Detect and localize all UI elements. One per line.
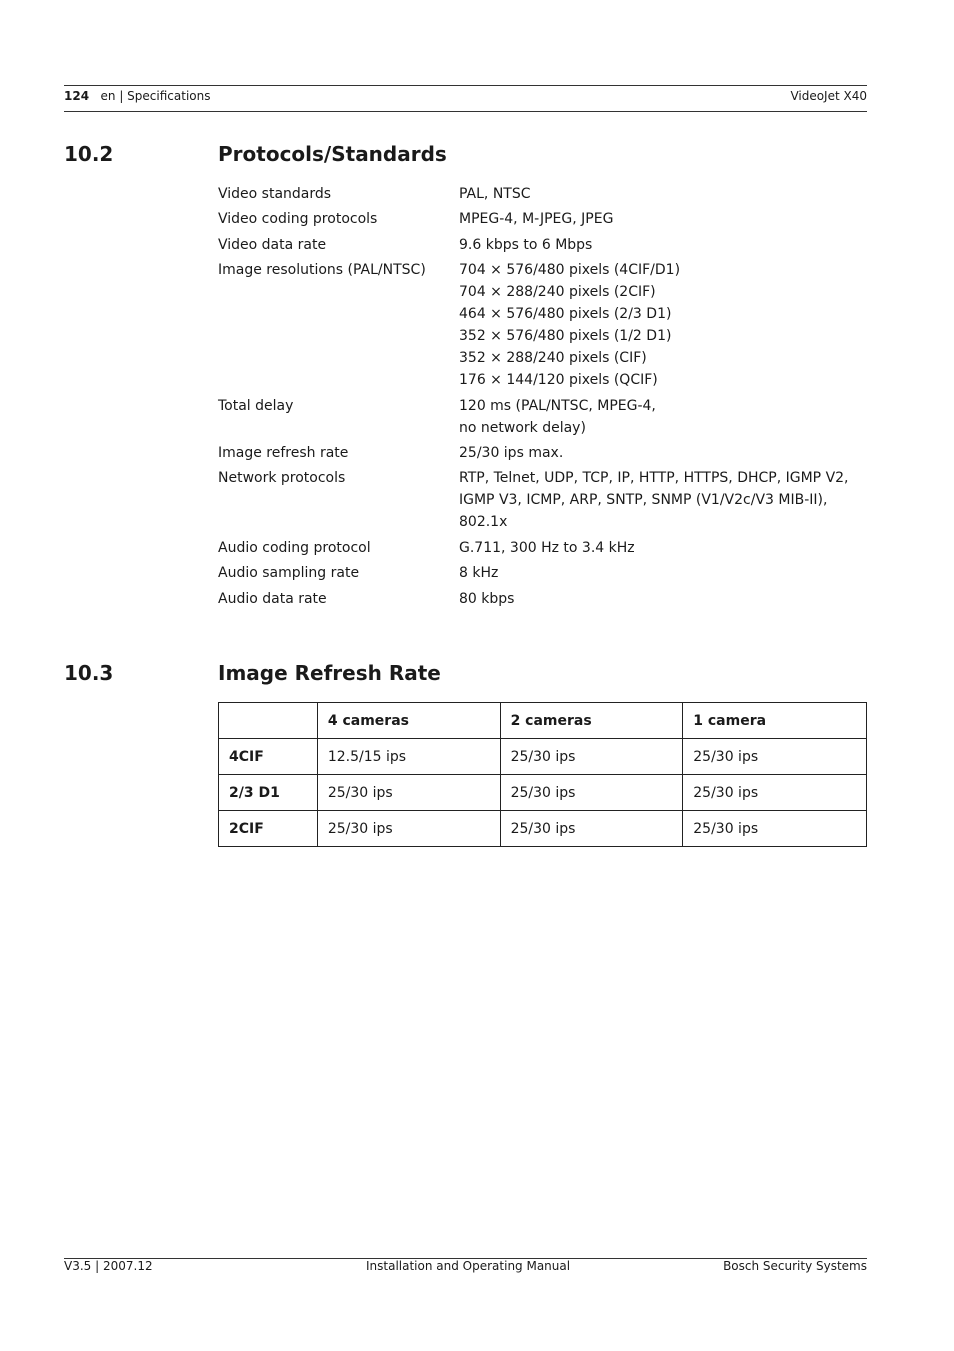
spec-value-line: PAL, NTSC <box>459 186 531 202</box>
spec-value <box>459 234 867 256</box>
table-header-row <box>219 703 867 739</box>
spec-label: Image resolutions (PAL/NTSC) <box>218 262 426 279</box>
spec-row <box>218 467 867 533</box>
row-header: 2/3 D1 <box>219 775 318 811</box>
row-header: 2CIF <box>219 811 318 847</box>
table-cell: 25/30 ips <box>683 811 867 847</box>
spec-label: Video data rate <box>218 236 327 253</box>
spec-value-line: 80 kbps <box>459 590 515 607</box>
table-cell: 25/30 ips <box>317 775 500 811</box>
column-header: 4 cameras <box>317 703 500 739</box>
section-number-protocols: 10.2 <box>64 142 114 166</box>
spec-row <box>218 395 867 439</box>
spec-value-line: 802.1x <box>459 514 508 531</box>
spec-value <box>459 537 867 559</box>
section-number-refresh: 10.3 <box>64 661 114 685</box>
table-cell: 12.5/15 ips <box>317 739 500 775</box>
spec-row <box>218 588 867 610</box>
row-header: 4CIF <box>219 739 318 775</box>
spec-value <box>459 208 867 230</box>
spec-value <box>459 562 867 584</box>
spec-list <box>218 183 867 613</box>
spec-value-line: 704 × 576/480 pixels (4CIF/D1) <box>459 262 681 279</box>
spec-value <box>459 183 867 205</box>
spec-row <box>218 442 867 464</box>
table-cell: 25/30 ips <box>317 811 500 847</box>
spec-value <box>459 395 867 439</box>
section-title-protocols: Protocols/Standards <box>218 142 447 166</box>
product-name: VideoJet X40 <box>790 89 867 103</box>
spec-value-line: 352 × 576/480 pixels (1/2 D1) <box>459 328 672 345</box>
table-cell: 25/30 ips <box>500 775 683 811</box>
table-cell: 25/30 ips <box>500 739 683 775</box>
spec-row <box>218 183 867 205</box>
footer-version: V3.5 | 2007.12 <box>64 1259 153 1273</box>
spec-value <box>459 467 867 533</box>
table-cell: 25/30 ips <box>500 811 683 847</box>
spec-value <box>459 588 867 610</box>
spec-row <box>218 259 867 391</box>
spec-value-line: 8 kHz <box>459 565 499 582</box>
table-cell: 25/30 ips <box>683 739 867 775</box>
table-cell: 25/30 ips <box>683 775 867 811</box>
spec-label: Total delay <box>218 397 294 414</box>
spec-value-line: 25/30 ips max. <box>459 444 564 461</box>
table-row <box>219 775 867 811</box>
spec-label: Video standards <box>218 186 332 202</box>
spec-value-line: 120 ms (PAL/NTSC, MPEG-4, <box>459 397 656 414</box>
spec-value-line: 352 × 288/240 pixels (CIF) <box>459 350 647 367</box>
spec-row <box>218 208 867 230</box>
page-number: 124 <box>64 89 90 103</box>
spec-value <box>459 442 867 464</box>
spec-value-line: IGMP V3, ICMP, ARP, SNTP, SNMP (V1/V2c/V3 MIB-II), <box>459 492 828 509</box>
spec-value-line: no network delay) <box>459 419 586 436</box>
spec-label: Image refresh rate <box>218 444 349 461</box>
spec-value-line: MPEG-4, M-JPEG, JPEG <box>459 211 614 228</box>
section-path: en | Specifications <box>100 89 211 103</box>
spec-label: Network protocols <box>218 470 346 487</box>
spec-label: Audio data rate <box>218 590 327 607</box>
footer-company: Bosch Security Systems <box>723 1259 867 1273</box>
spec-value-line: 176 × 144/120 pixels (QCIF) <box>459 372 658 389</box>
spec-row <box>218 537 867 559</box>
spec-label: Audio sampling rate <box>218 565 360 582</box>
column-header: 1 camera <box>683 703 867 739</box>
refresh-rate-table <box>218 702 867 847</box>
spec-row <box>218 562 867 584</box>
spec-value-line: G.711, 300 Hz to 3.4 kHz <box>459 539 635 556</box>
table-row <box>219 811 867 847</box>
header-top-rule <box>64 85 867 86</box>
spec-label: Audio coding protocol <box>218 539 371 556</box>
spec-row <box>218 234 867 256</box>
footer-manual-title: Installation and Operating Manual <box>366 1259 571 1273</box>
section-title-refresh: Image Refresh Rate <box>218 661 441 685</box>
spec-value-line: 704 × 288/240 pixels (2CIF) <box>459 284 656 301</box>
spec-label: Video coding protocols <box>218 211 378 228</box>
spec-value-line: RTP, Telnet, UDP, TCP, IP, HTTP, HTTPS, DHCP, IGMP V2, <box>459 470 849 487</box>
column-header <box>219 703 318 739</box>
spec-value-line: 9.6 kbps to 6 Mbps <box>459 236 593 253</box>
spec-value <box>459 259 867 391</box>
table-row <box>219 739 867 775</box>
header-bottom-rule <box>64 111 867 112</box>
running-header-left <box>64 89 210 103</box>
column-header: 2 cameras <box>500 703 683 739</box>
spec-value-line: 464 × 576/480 pixels (2/3 D1) <box>459 306 672 323</box>
